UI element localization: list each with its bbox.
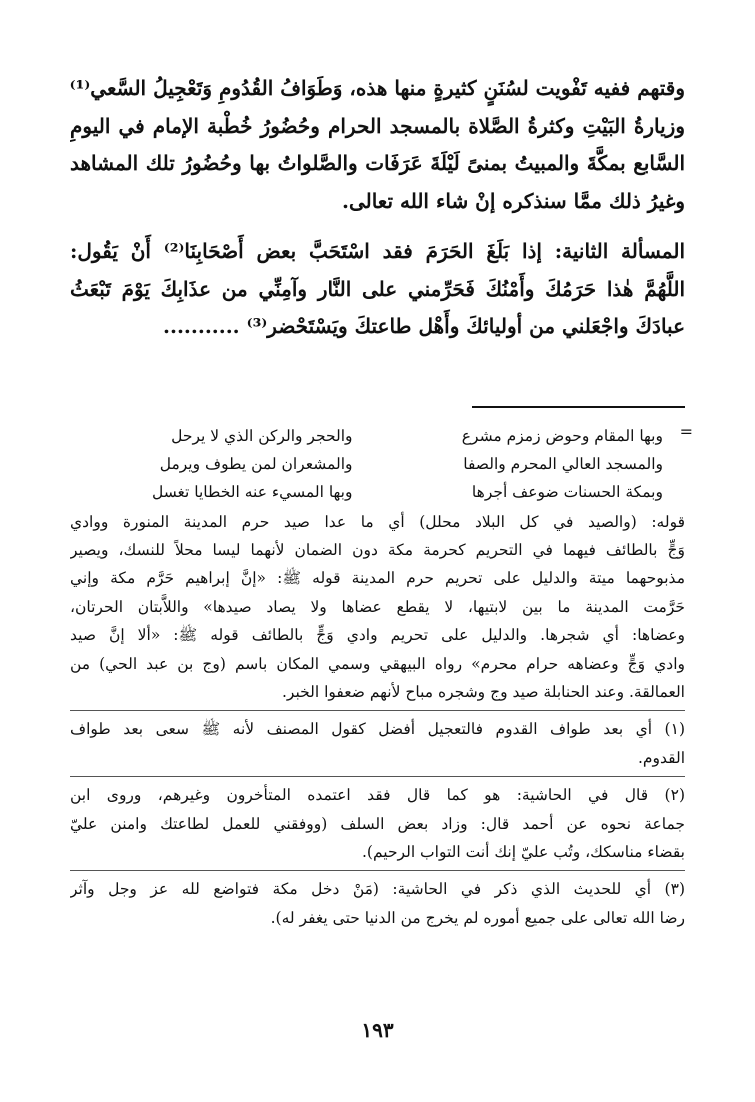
main-text — [70, 70, 685, 346]
footnote-line: وعضاها: أي شجرها. والدليل على تحريم وادي وَجٍّ بالطائف قوله ﷺ: «ألا إنَّ صيد — [70, 626, 685, 645]
footnote-line: بقضاء مناسكك، وتُب عليّ إنك أنت التواب الرحيم). — [362, 842, 685, 861]
main-line: اللَّهُمَّ هٰذا حَرَمُكَ وأَمْنُكَ فَحَرِّمني على النَّار وآمِنِّي من عذَابِكَ يَوْمَ تَبْعَثُ — [70, 276, 685, 301]
verse-block — [70, 421, 693, 506]
verse-first-hemistich: والمسجد العالي المحرم والصفا — [463, 454, 663, 473]
footnote-continuation — [70, 508, 685, 707]
footnote-line: وَجٍّ بالطائف فيهما في التحريم كحرمة مكة دون الضمان لأنهما ليسا محلاً للنسك، ويصير — [70, 540, 685, 559]
main-line — [70, 233, 685, 271]
footnote-1 — [70, 715, 685, 772]
footnote-divider — [70, 710, 685, 711]
verse-first-hemistich: وبمكة الحسنات ضوعف أجرها — [471, 482, 663, 501]
footnote-3 — [70, 875, 685, 932]
footnote-line: وادي وَجٍّ وعضاهه حرام محرم» رواه البيهقي وسمي المكان باسم (وج بن عبد الحي) من — [70, 654, 685, 673]
main-line: السَّابع بمكَّةَ والمبيتُ بمنىً لَيْلَةَ عَرَفَات والصَّلواتُ بها وحُضُورُ تلك المشاهد — [70, 151, 685, 175]
footnote-line: رضا الله تعالى على جميع أموره لم يخرج من الدنيا حتى يغفر له). — [270, 908, 685, 927]
issue-text: إذا بَلَغَ الحَرَمَ فقد اسْتَحَبَّ بعض أَصْحَابِنَا⁽²⁾ أَنْ يَقُول: — [70, 239, 542, 263]
footnote-line: (٣) أي للحديث الذي ذكر في الحاشية: (مَنْ دخل مكة فتواضع لله عز وجل وآثر — [70, 880, 685, 899]
verse-row — [70, 422, 685, 450]
footnote-separator — [472, 406, 685, 408]
footnote-2 — [70, 781, 685, 866]
verse-row — [70, 478, 685, 506]
verse-second-hemistich: وبها المسيء عنه الخطايا تغسل — [151, 482, 353, 501]
footnote-divider — [70, 776, 685, 777]
verse-second-hemistich: والمشعران لمن يطوف ويرمل — [159, 454, 353, 473]
footnote-divider — [70, 870, 685, 871]
main-line: وقتهم ففيه تَفْويت لسُنَنٍ كثيرةٍ منها هذه، وَطَوَافُ القُدُومِ وَتَعْجِيلُ السَّعي⁽¹⁾ — [70, 76, 685, 100]
footnote-line: مذبوحهما ميتة والدليل على تحريم حرم المدينة قوله ﷺ: «إنَّ إبراهيم حَرَّم مكة وإني — [70, 569, 685, 588]
page-number: ١٩٣ — [361, 1018, 394, 1042]
footnote-line: حَرَّمت المدينة ما بين لابتيها، لا يقطع عضاها ولا يصاد صيدها» واللاَّبتان الحرتان، — [70, 597, 685, 616]
main-line: عبادَكَ واجْعَلني من أوليائكَ وأَهْل طاعتكَ ويَسْتَحْضر⁽³⁾ ........... — [163, 314, 685, 338]
footnote-line: قوله: (والصيد في كل البلاد محلل) أي ما عدا صيد حرم المدينة المنورة ووادي — [70, 512, 685, 531]
verse-first-hemistich: وبها المقام وحوض زمزم مشرع — [461, 426, 663, 445]
footnote-line: جماعة نحوه عن أحمد قال: وزاد بعض السلف (ووفقني للعمل لطاعتك وامنن عليّ — [70, 814, 685, 833]
continuation-mark: = — [679, 421, 693, 441]
main-line: وزيارةُ البَيْتِ وكثرةُ الصَّلاة بالمسجد الحرام وحُضُورُ خُطْبة الإمام في اليومِ — [70, 113, 685, 138]
verse-second-hemistich: والحجر والركن الذي لا يرحل — [171, 426, 353, 445]
verse-row — [70, 450, 685, 478]
footnote-line: العمالقة. وعند الحنابلة صيد وج وشجره مباح لأنهم ضعفوا الخبر. — [282, 682, 685, 701]
footnote-line: القدوم. — [637, 748, 685, 767]
issue-label: المسألة الثانية: — [554, 239, 685, 263]
footnote-line: (٢) قال في الحاشية: هو كما قال فقد اعتمده المتأخرون وغيرهم، وروى ابن — [70, 786, 685, 805]
footnote-line: (١) أي بعد طواف القدوم فالتعجيل أفضل كقول المصنف لأنه ﷺ سعى بعد طواف — [70, 720, 685, 739]
main-line: وغيرُ ذلك ممَّا سنذكره إنْ شاء الله تعالى. — [341, 188, 685, 213]
